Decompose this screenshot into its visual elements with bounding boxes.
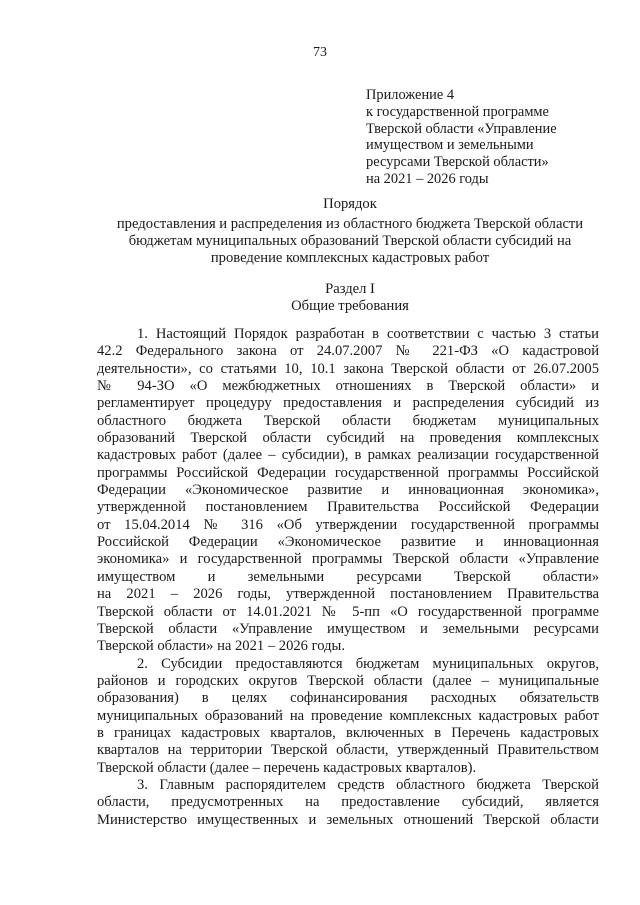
paragraph-line: в границах кадастровых кварталов, включенных в Перечень кадастровых <box>97 724 599 741</box>
paragraph-line: областного бюджета Тверской области бюджетам муниципальных <box>97 412 599 429</box>
title-line: предоставления и распределения из областного бюджета Тверской области <box>116 216 584 232</box>
paragraph-line: районов и городских округов Тверской области (далее – муниципальные <box>97 672 599 689</box>
paragraph-line: 42.2 Федерального закона от 24.07.2007 № 221-ФЗ «О кадастровой <box>97 343 599 360</box>
paragraph <box>97 777 599 829</box>
paragraph-line: утвержденной постановлением Правительства Российской Федерации <box>97 499 599 516</box>
appendix-line: ресурсами Тверской области» <box>366 154 549 171</box>
paragraph <box>97 326 599 656</box>
paragraph-line: области, предусмотренных на предоставление субсидий, является <box>97 794 599 811</box>
paragraph-line: 1. Настоящий Порядок разработан в соответствии с частью 3 статьи <box>137 326 599 342</box>
section-name: Общие требования <box>291 298 409 314</box>
paragraph-line: Тверской области от 14.01.2021 № 5-пп «О государственной программе <box>97 603 599 620</box>
body-text <box>97 326 599 829</box>
paragraph-line: муниципальных образований на проведение комплексных кадастровых работ <box>97 707 599 724</box>
paragraph-line: имуществом и земельными ресурсами Тверской области» <box>97 568 599 585</box>
paragraph-line: № 94-ЗО «О межбюджетных отношениях в Тверской области» и <box>97 378 599 395</box>
appendix-line: Приложение 4 <box>366 87 455 103</box>
section-heading <box>100 281 600 315</box>
paragraph-line: 3. Главным распорядителем средств областного бюджета Тверской <box>137 776 599 793</box>
appendix-line: к государственной программе <box>366 103 549 120</box>
paragraph-line: экономика» и государственной программы Тверской области «Управление <box>97 551 599 568</box>
paragraph-line: на 2021 – 2026 годы, утвержденной постановлением Правительства <box>97 586 599 603</box>
paragraph-line: Российской Федерации «Экономическое развитие и инновационная <box>97 534 599 551</box>
paragraph-line: деятельности», со статьями 10, 10.1 закона Тверской области от 26.07.2005 <box>97 360 599 377</box>
paragraph-line: Тверской области (далее – перечень кадастровых кварталов). <box>97 759 477 776</box>
paragraph-line: кварталов на территории Тверской области, утвержденный Правительством <box>97 742 599 759</box>
paragraph-line: регламентирует процедуру предоставления и распределения субсидий из <box>97 395 599 412</box>
paragraph-line: 2. Субсидии предоставляются бюджетам муниципальных округов, <box>137 655 599 672</box>
document-title <box>100 196 600 267</box>
paragraph-line: Тверской области «Управление имуществом и земельными ресурсами <box>97 620 599 637</box>
paragraph-line: Федерации «Экономическое развитие и инновационная экономика», <box>97 482 599 499</box>
appendix-line: имуществом и земельными <box>366 137 534 154</box>
paragraph-line: от 15.04.2014 № 316 «Об утверждении государственной программы <box>97 516 599 533</box>
paragraph-line: образований Тверской области субсидий на проведения комплексных <box>97 430 599 447</box>
paragraph-line: программы Российской Федерации государственной программы Российской <box>97 464 599 481</box>
paragraph-line: образования) в целях софинансирования расходных обязательств <box>97 690 599 707</box>
section-number: Раздел I <box>325 281 375 297</box>
title-line: бюджетам муниципальных образований Тверской области субсидий на <box>128 233 572 249</box>
title-line: проведение комплексных кадастровых работ <box>210 250 490 266</box>
paragraph-line: Тверской области» на 2021 – 2026 годы. <box>97 638 346 655</box>
appendix-line: Тверской области «Управление <box>366 120 557 137</box>
paragraph <box>97 656 599 777</box>
title-word: Порядок <box>323 196 377 212</box>
appendix-header <box>366 87 626 188</box>
page-number: 73 <box>313 45 327 60</box>
paragraph-line: Министерство имущественных и земельных отношений Тверской области <box>97 811 599 828</box>
paragraph-line: кадастровых работ (далее – субсидии), в рамках реализации государственной <box>97 447 599 464</box>
appendix-line: на 2021 – 2026 годы <box>366 170 489 187</box>
